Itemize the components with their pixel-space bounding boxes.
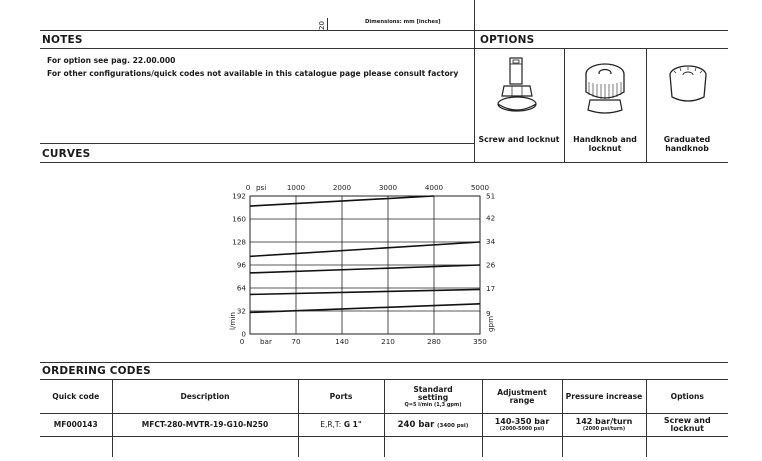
options-divider-1 (564, 48, 565, 162)
graduated-handknob-icon (663, 63, 713, 113)
y2-tick-label: 34 (486, 237, 496, 247)
y-axis-label: l/min (228, 312, 237, 330)
x2-tick-label: 2000 (332, 183, 352, 192)
cell-ports-value: G 1" (343, 420, 362, 429)
cell-setting (384, 414, 482, 437)
header-standard-setting (384, 380, 482, 414)
x2-tick-label: 4000 (424, 183, 444, 192)
x2-tick-label: 3000 (378, 183, 398, 192)
x2-tick-label: 5000 (470, 183, 490, 192)
y2-tick-label: 26 (486, 260, 496, 270)
cell-pressure-value: 142 bar/turn (575, 417, 633, 426)
x2-axis-label: psi (256, 183, 267, 192)
dimension-mark: 20 (318, 21, 326, 30)
cell-adj-range-sub: (2000-5000 psi) (499, 426, 545, 432)
notes-line-1: For option see pag. 22.00.000 (47, 56, 176, 65)
notes-title: NOTES (42, 34, 83, 46)
dimension-tick (327, 18, 328, 30)
curves-chart (220, 170, 540, 360)
cell-setting-sub: (3400 psi) (436, 422, 469, 429)
y-tick-label: 96 (236, 260, 246, 270)
header-ports: Ports (298, 380, 384, 414)
options-divider-2 (646, 48, 647, 162)
y-tick-label: 128 (232, 237, 246, 247)
y2-tick-label: 42 (486, 213, 496, 223)
cell-ports (298, 414, 384, 437)
cell-description: MFCT-280-MVTR-19-G10-N250 (112, 414, 298, 437)
series-line-curve-4 (250, 242, 480, 256)
ordering-table (40, 380, 728, 457)
ordering-title: ORDERING CODES (42, 365, 151, 377)
top-divider (474, 0, 475, 30)
y-tick-label: 32 (236, 306, 246, 316)
series-line-curve-3 (250, 265, 480, 273)
table-row-empty (40, 437, 728, 458)
x2-tick-label: 0 (245, 183, 251, 192)
header-standard-setting-sub: Q=5 l/min (1,3 gpm) (404, 401, 462, 408)
x-tick-label: 70 (291, 337, 301, 346)
y2-tick-label: 9 (486, 308, 491, 318)
x2-tick-label: 1000 (286, 183, 306, 192)
y-tick-label: 192 (232, 191, 246, 201)
x-tick-label: 140 (335, 337, 349, 346)
option-label-graduated: Graduated handknob (663, 135, 711, 153)
series-line-curve-2 (250, 289, 480, 294)
header-options: Options (646, 380, 728, 414)
handknob-locknut-icon (580, 60, 630, 120)
cell-adj-range (482, 414, 562, 437)
y2-tick-label: 51 (486, 191, 496, 201)
cell-adj-range-value: 140-350 bar (494, 417, 550, 426)
options-title: OPTIONS (480, 34, 535, 46)
curves-top-rule (40, 143, 474, 144)
y-tick-label: 64 (236, 283, 246, 293)
option-label-handknob: Handknob and locknut (573, 135, 637, 153)
notes-title-rule (40, 48, 728, 49)
dimensions-note: Dimensions: mm [inches] (365, 19, 441, 25)
notes-top-rule (40, 30, 728, 31)
cell-pressure (562, 414, 646, 437)
x-tick-label: 350 (473, 337, 487, 346)
y2-tick-label: 17 (486, 283, 496, 293)
x-tick-label: 0 (239, 337, 245, 346)
notes-line-2: For other configurations/quick codes not available in this catalogue page please consult factory (47, 69, 459, 78)
header-adjustment-range: Adjustment range (482, 380, 562, 414)
y-tick-label: 0 (241, 329, 246, 339)
y2-axis-label: gpm (486, 315, 495, 332)
curves-title-rule (40, 162, 728, 163)
option-label-screw: Screw and locknut (478, 135, 560, 144)
header-standard-setting-label: Standard setting (413, 384, 453, 402)
x-axis-label: bar (260, 337, 272, 346)
y-tick-label: 160 (232, 214, 246, 224)
header-description: Description (112, 380, 298, 414)
cell-pressure-sub: (2000 psi/turn) (582, 426, 626, 432)
cell-option: Screw and locknut (646, 414, 728, 437)
cell-quick-code: MF000143 (40, 414, 112, 437)
x-tick-label: 210 (381, 337, 395, 346)
header-quick-code: Quick code (40, 380, 112, 414)
curves-title: CURVES (42, 148, 91, 160)
x-tick-label: 280 (427, 337, 441, 346)
cell-setting-value: 240 bar (397, 419, 435, 430)
screw-locknut-icon (492, 56, 542, 118)
ordering-top-rule (40, 362, 728, 363)
cell-ports-prefix: E,R,T: (320, 420, 342, 429)
notes-options-divider (474, 30, 475, 162)
table-row (40, 414, 728, 437)
header-pressure-increase: Pressure increase (562, 380, 646, 414)
table-header-row (40, 380, 728, 414)
